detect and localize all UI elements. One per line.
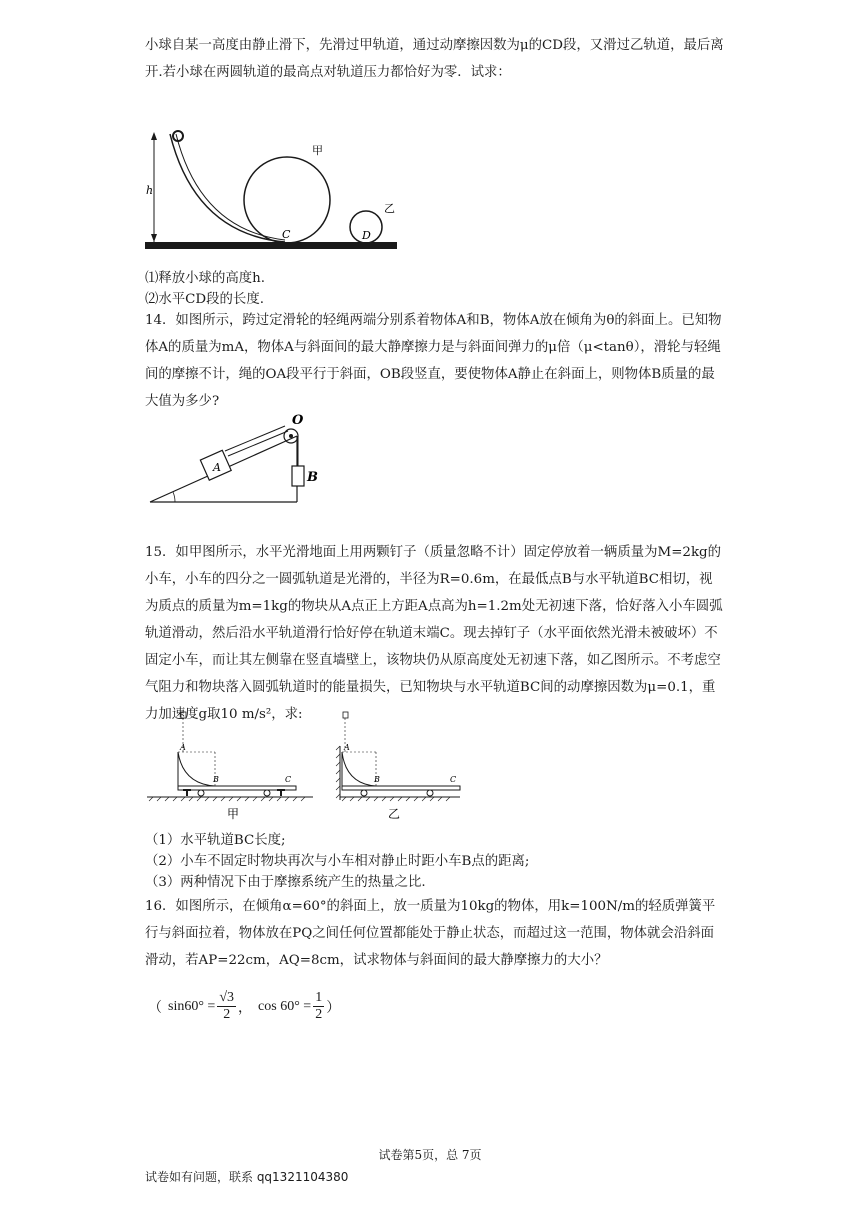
q13-intro: 小球自某一高度由静止滑下，先滑过甲轨道，通过动摩擦因数为μ的CD段，又滑过乙轨道，最后离开.若小球在两圆轨道的最高点对轨道压力都恰好为零．试求： [145, 38, 724, 80]
svg-text:甲: 甲 [227, 807, 240, 821]
d-label: D [362, 229, 371, 242]
q14-text: 14．如图所示，跨过定滑轮的轻绳两端分别系着物体A和B，物体A放在倾角为θ的斜面上。已知物体A的质量为mA，物体A与斜面间的最大静摩擦力是与斜面间弹力的μ倍（μ<tanθ），滑轮与轻绳间的摩擦不计，绳的OA段平行于斜面，OB段竖直，要使物体A静止在斜面上，则物体B质量的最大值为多少? [145, 313, 722, 409]
contact-info: 试卷如有问题，联系 qq1321104380 [145, 1170, 349, 1184]
q13-item-2: ⑵水平CD段的长度. [145, 292, 264, 307]
jia-label: 甲 [312, 144, 323, 157]
q13-figure [140, 124, 405, 254]
q14-figure [145, 414, 325, 506]
q15-item-1: （1）水平轨道BC长度; [145, 833, 286, 848]
o-label: O [292, 413, 304, 428]
svg-text:A: A [180, 743, 186, 752]
q16-formula: （ sin60° = $\frac{√3}{2}$ ， cos 60° = $\frac{1}{2}$ ） [148, 990, 341, 1022]
page-number: 试卷第5页，总 7页 [378, 1148, 482, 1162]
q15-item-3: （3）两种情况下由于摩擦系统产生的热量之比. [145, 875, 426, 890]
h-label: h [146, 184, 154, 197]
svg-text:C: C [450, 775, 457, 784]
q15-figure-yi [334, 710, 464, 822]
ground [145, 242, 397, 249]
q15-text: 15．如甲图所示，水平光滑地面上用两颗钉子（质量忽略不计）固定停放着一辆质量为M=2kg的小车，小车的四分之一圆弧轨道是光滑的，半径为R=0.6m，在最低点B与水平轨道BC相切，视为质点的质量为m=1kg的物块从A点正上方距A点高为h=1.2m处无初速下落，恰好落入小车圆弧轨道滑动，然后沿水平轨道滑行恰好停在轨道末端C。现去掉钉子（水平面依然光滑未被破坏）不固定小车，而让其左侧靠在竖直墙壁上，该物块仍从原高度处无初速下落，如乙图所示。不考虑空气阻力和物块落入圆弧轨道时的能量损失，已知物块与水平轨道BC间的动摩擦因数为μ=0.1，重力加速度g取10 m/s²，求: [145, 545, 723, 722]
a-label: A [213, 461, 221, 474]
q15-figure-jia [145, 710, 317, 822]
svg-text:A: A [344, 743, 350, 752]
block-b [292, 466, 304, 486]
svg-text:B: B [374, 775, 380, 784]
svg-text:乙: 乙 [388, 807, 401, 821]
q16-text: 16．如图所示，在倾角α=60°的斜面上，放一质量为10kg的物体，用k=100N/m的轻质弹簧平行与斜面拉着，物体放在PQ之间任何位置都能处于静止状态，而超过这一范围，物体就会沿斜面滑动，若AP=22cm，AQ=8cm，试求物体与斜面间的最大静摩擦力的大小？ [145, 899, 716, 968]
ball [173, 131, 183, 141]
svg-text:B: B [213, 775, 219, 784]
q13-item-1: ⑴释放小球的高度h. [145, 271, 266, 286]
yi-label: 乙 [384, 202, 395, 215]
q15-item-2: （2）小车不固定时物块再次与小车相对静止时距小车B点的距离; [145, 854, 530, 869]
c-label: C [282, 228, 291, 241]
svg-text:C: C [285, 775, 292, 784]
b-label: B [307, 470, 318, 485]
